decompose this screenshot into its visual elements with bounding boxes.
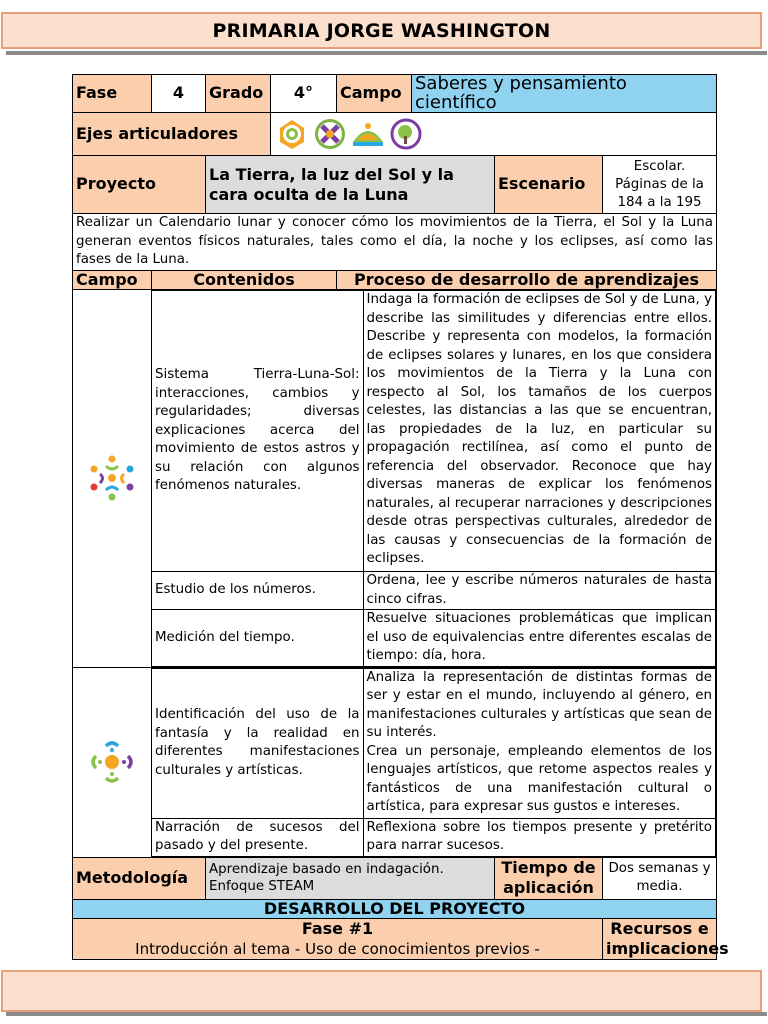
header-banner [1, 12, 762, 49]
block1-cell [152, 290, 717, 668]
people-circle-icon [86, 452, 138, 504]
desarrollo-title: DESARROLLO DEL PROYECTO [73, 899, 717, 919]
orange-rings-icon [274, 116, 310, 152]
fase-subtitle: Introducción al tema - Uso de conocimientos previos - [135, 940, 540, 958]
ejes-icons [271, 113, 717, 156]
proceso-5: Reflexiona sobre los tiempos presente y pretérito para narrar sucesos. [363, 818, 716, 856]
proceso-4b: Crea un personaje, empleando elementos de los lenguajes artísticos, que retome aspectos reales y fantásticos de una manifestación cultural o artística, para expresar sus gustos e intereses. [366, 743, 712, 814]
proceso-2: Ordena, lee y escribe números naturales de hasta cinco cifras. [363, 572, 716, 610]
campo-label: Campo [337, 75, 412, 113]
contenido-2: Estudio de los números. [152, 572, 363, 610]
campo-icon-cell-2 [73, 667, 152, 857]
col-header-proceso: Proceso de desarrollo de aprendizajes [337, 270, 717, 290]
sun-people-icon [86, 736, 138, 788]
campo-icon-cell-1 [73, 290, 152, 668]
escenario-value: Escolar. Páginas de la 184 a la 195 [603, 156, 717, 214]
school-title: PRIMARIA JORGE WASHINGTON [212, 19, 551, 42]
project-description: Realizar un Calendario lunar y conocer cómo los movimientos de la Tierra, el Sol y la Luna generan eventos físicos naturales, tales como el día, la noche y los eclipses, así como las fases de la Luna. [73, 214, 717, 271]
recursos-label: Recursos e implicaciones [603, 919, 717, 960]
col-header-campo: Campo [73, 270, 152, 290]
colorful-mountain-icon [350, 116, 386, 152]
col-header-contenidos: Contenidos [152, 270, 337, 290]
proceso-4 [363, 668, 716, 818]
footer-shadow [6, 1012, 767, 1016]
metodologia-value [206, 857, 495, 899]
fase-value: 4 [152, 75, 206, 113]
proceso-3: Resuelve situaciones problemáticas que implican el uso de equivalencias entre diferentes escalas de tiempo: día, hora. [363, 610, 716, 667]
green-x-circle-icon [312, 116, 348, 152]
fase-number: Fase #1 [301, 919, 374, 938]
tiempo-label: Tiempo de aplicación [495, 857, 603, 899]
fase-section [73, 919, 603, 960]
tiempo-value: Dos semanas y media. [603, 857, 717, 899]
metodologia-label: Metodología [73, 857, 206, 899]
proceso-4a: Analiza la representación de distintas formas de ser y estar en el mundo, incluyendo al género, en manifestaciones culturales y artísticas que sean de su interés. [366, 669, 712, 740]
escenario-label: Escenario [495, 156, 603, 214]
header-shadow [6, 51, 767, 55]
contenido-3: Medición del tiempo. [152, 610, 363, 667]
footer-banner [1, 970, 762, 1012]
contenido-5: Narración de sucesos del pasado y del presente. [152, 818, 363, 856]
block2-cell [152, 667, 717, 857]
ejes-label: Ejes articuladores [73, 113, 271, 156]
contenido-4: Identificación del uso de la fantasía y la realidad en diferentes manifestaciones culturales y artísticas. [152, 668, 363, 818]
proyecto-label: Proyecto [73, 156, 206, 214]
proyecto-title: La Tierra, la luz del Sol y la cara oculta de la Luna [206, 156, 495, 214]
campo-value: Saberes y pensamiento científico [412, 75, 717, 113]
contenido-1: Sistema Tierra-Luna-Sol: interacciones, cambios y regularidades; diversas explicaciones acerca del movimiento de estos astros y su relación con algunos fenómenos naturales. [152, 291, 363, 572]
metodologia-line1: Aprendizaje basado en indagación. [209, 862, 444, 877]
metodologia-line2: Enfoque STEAM [209, 879, 315, 894]
planning-table [72, 73, 729, 960]
grado-value: 4° [271, 75, 337, 113]
proceso-1: Indaga la formación de eclipses de Sol y de Luna, y describe las similitudes y diferencias entre ellos. Describe y representa con modelos, la formación de eclipses solares y lunares, en los que considera los movimientos de la Tierra y la Luna con respecto al Sol, los tamaños de los cuerpos celestes, las distancias a las que se encuentran, las propiedades de la luz, en particular su propagación rectilínea, así como el punto de referencia del observador. Reconoce que hay diversas maneras de explicar los fenómenos naturales, al recuperar narraciones y descripciones desde otras perspectivas culturales, alrededor de las causas y consecuencias de la formación de eclipses. [363, 291, 716, 572]
fase-label: Fase [73, 75, 152, 113]
grado-label: Grado [206, 75, 271, 113]
green-tree-circle-icon [388, 116, 424, 152]
